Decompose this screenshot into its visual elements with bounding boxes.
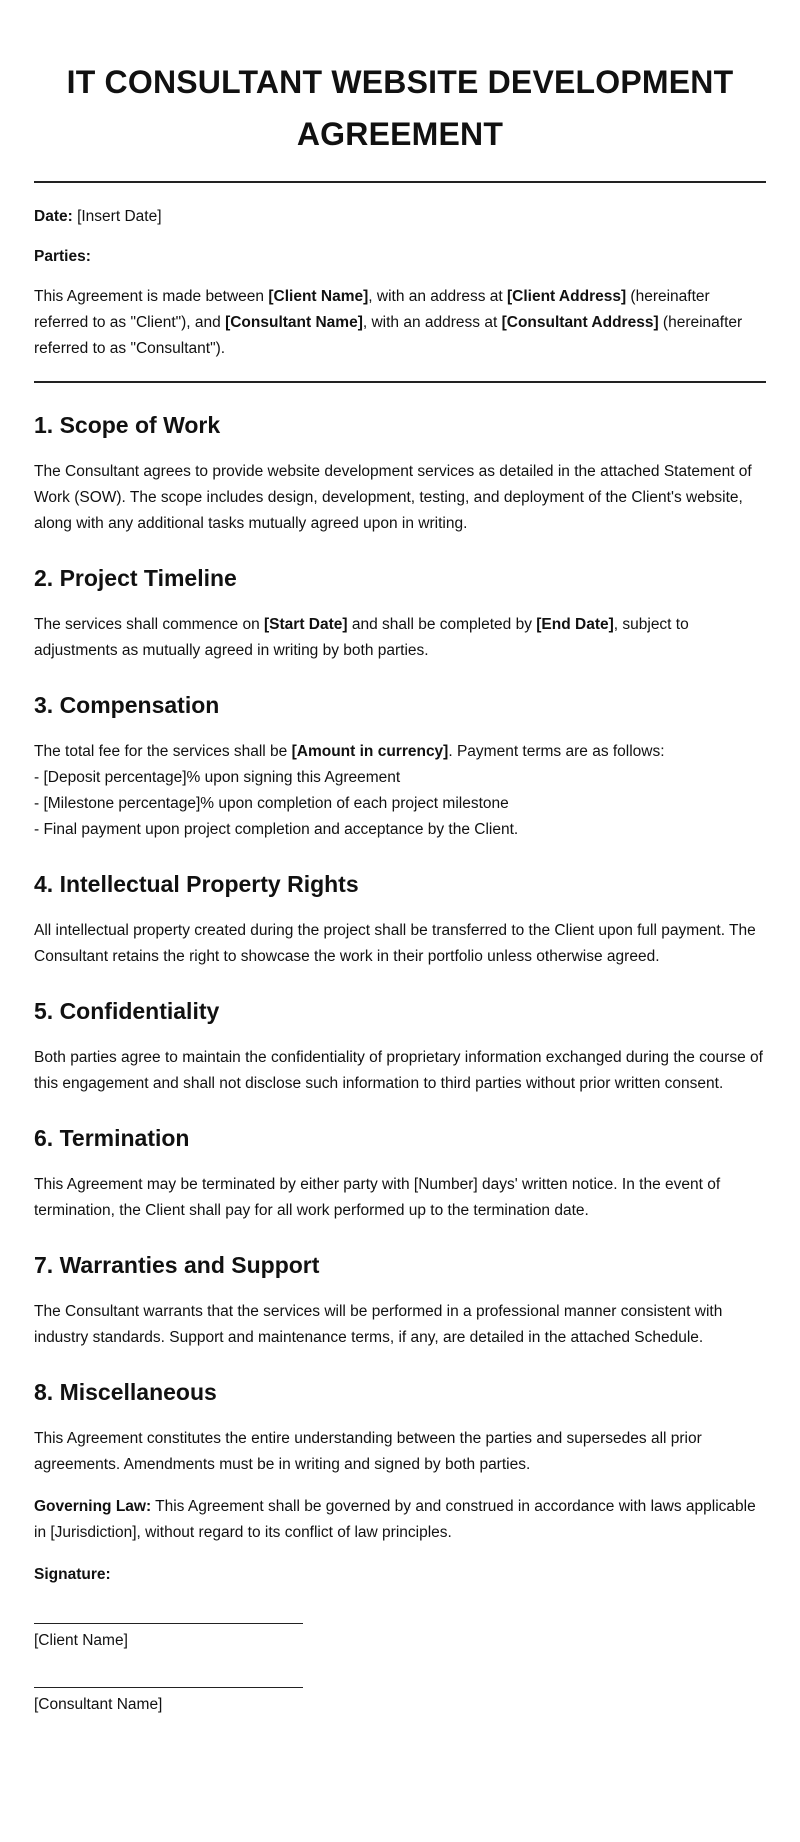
section-heading: 3. Compensation [34, 692, 220, 718]
intro-text: (hereinafter referred to as "Client"), and [34, 288, 710, 331]
client-signature-name: [Client Name] [34, 1632, 128, 1649]
body-text: and shall be completed by [347, 616, 537, 633]
section-scope-of-work [34, 410, 766, 537]
consultant-name-placeholder: [Consultant Name] [225, 314, 363, 331]
governing-law-text: This Agreement shall be governed by and construed in accordance with laws applicable in [Jurisdiction], without regard to its conflict of law principles. [34, 1498, 756, 1541]
client-name-placeholder: [Client Name] [268, 288, 369, 305]
section-compensation [34, 690, 766, 843]
document-title: IT CONSULTANT WEBSITE DEVELOPMENT AGREEMENT [66, 64, 734, 152]
client-address-placeholder: [Client Address] [506, 288, 627, 305]
date-label: Date: [34, 208, 73, 225]
signature-label: Signature: [34, 1566, 111, 1583]
body-text: The services shall commence on [34, 616, 265, 633]
intro-text: (hereinafter referred to as "Consultant"). [34, 314, 743, 357]
divider [34, 181, 766, 183]
section-miscellaneous [34, 1377, 766, 1546]
section-body [34, 739, 766, 843]
governing-law-label: Governing Law: [34, 1498, 152, 1515]
signature-line [34, 1623, 303, 1624]
intro-text: , with an address at [362, 314, 502, 331]
consultant-address-placeholder: [Consultant Address] [501, 314, 659, 331]
payment-term-item: - [Deposit percentage]% upon signing this Agreement [34, 769, 401, 786]
parties-label [34, 244, 766, 270]
client-signature-block [34, 1623, 766, 1654]
payment-term-item: - Final payment upon project completion and acceptance by the Client. [34, 821, 519, 838]
section-heading: 1. Scope of Work [34, 412, 221, 438]
signature-line [34, 1687, 303, 1688]
section-termination [34, 1123, 766, 1224]
end-date-placeholder: [End Date] [536, 616, 614, 633]
section-body: This Agreement constitutes the entire understanding between the parties and supersedes all prior agreements. Amendments must be in writing and signed by both parties. [34, 1430, 702, 1473]
intro-text: This Agreement is made between [34, 288, 269, 305]
body-text: . Payment terms are as follows: [448, 743, 665, 760]
governing-law-paragraph [34, 1494, 766, 1546]
section-project-timeline [34, 563, 766, 664]
section-body: The Consultant warrants that the services will be performed in a professional manner consistent with industry standards. Support and maintenance terms, if any, are detailed in the attached Schedule. [34, 1303, 723, 1346]
section-intellectual-property [34, 869, 766, 970]
body-text: , subject to adjustments as mutually agreed in writing by both parties. [34, 616, 689, 659]
consultant-signature-block [34, 1687, 766, 1718]
payment-term-item: - [Milestone percentage]% upon completion of each project milestone [34, 795, 509, 812]
section-body: This Agreement may be terminated by either party with [Number] days' written notice. In the event of termination, the Client shall pay for all work performed up to the termination date. [34, 1176, 721, 1219]
section-heading: 8. Miscellaneous [34, 1379, 217, 1405]
intro-text: , with an address at [368, 288, 507, 305]
section-body: All intellectual property created during the project shall be transferred to the Client upon full payment. The Consultant retains the right to showcase the work in their portfolio unless otherwise agreed. [34, 922, 756, 965]
parties-label-text: Parties: [34, 248, 91, 265]
divider [34, 381, 766, 383]
section-heading: 7. Warranties and Support [34, 1252, 320, 1278]
section-confidentiality [34, 996, 766, 1097]
start-date-placeholder: [Start Date] [264, 616, 348, 633]
section-heading: 5. Confidentiality [34, 998, 220, 1024]
section-heading: 6. Termination [34, 1125, 190, 1151]
date-line [34, 204, 766, 230]
consultant-signature-name: [Consultant Name] [34, 1696, 163, 1713]
body-text: The total fee for the services shall be [34, 743, 292, 760]
section-heading: 4. Intellectual Property Rights [34, 871, 359, 897]
parties-paragraph [34, 284, 766, 362]
section-warranties-and-support [34, 1250, 766, 1351]
section-heading: 2. Project Timeline [34, 565, 237, 591]
section-body [34, 612, 766, 664]
section-body: The Consultant agrees to provide website development services as detailed in the attached Statement of Work (SOW). The scope includes design, development, testing, and deployment of the Client's website, along with any additional tasks mutually agreed upon in writing. [34, 463, 752, 532]
amount-placeholder: [Amount in currency] [291, 743, 449, 760]
section-body: Both parties agree to maintain the confidentiality of proprietary information exchanged during the course of this engagement and shall not disclose such information to third parties without prior written consent. [34, 1049, 763, 1092]
date-value: [Insert Date] [72, 208, 162, 225]
